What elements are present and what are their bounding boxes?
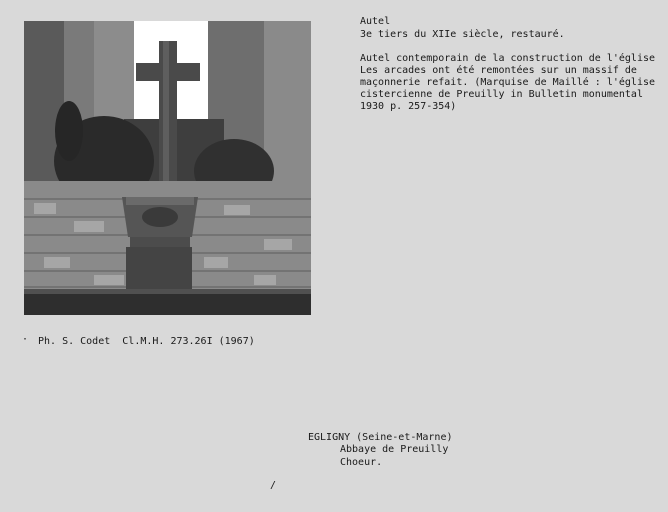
location-abbey: Abbaye de Preuilly [340,444,449,455]
record-date: 3e tiers du XIIe siècle, restauré. [360,29,565,40]
location-part: Choeur. [340,457,383,468]
description-line: Autel contemporain de la construction de l'église [360,53,656,64]
altar-photograph [24,21,311,315]
record-title: Autel [360,16,391,27]
description-line: maçonnerie refait. (Marquise de Maillé : l'église [360,77,656,88]
photo-credit: Ph. S. Codet Cl.M.H. 273.26I (1967) [38,336,255,347]
stray-mark: / [270,480,277,491]
location-place: EGLIGNY (Seine-et-Marne) [308,432,453,443]
description-line: 1930 p. 257-354) [360,101,457,112]
description-line: Les arcades ont été remontées sur un massif de [360,65,637,76]
bullet-mark: · [22,334,29,345]
altar-photo-drawing [24,21,311,315]
description-line: cistercienne de Preuilly in Bulletin monumental [360,89,643,100]
